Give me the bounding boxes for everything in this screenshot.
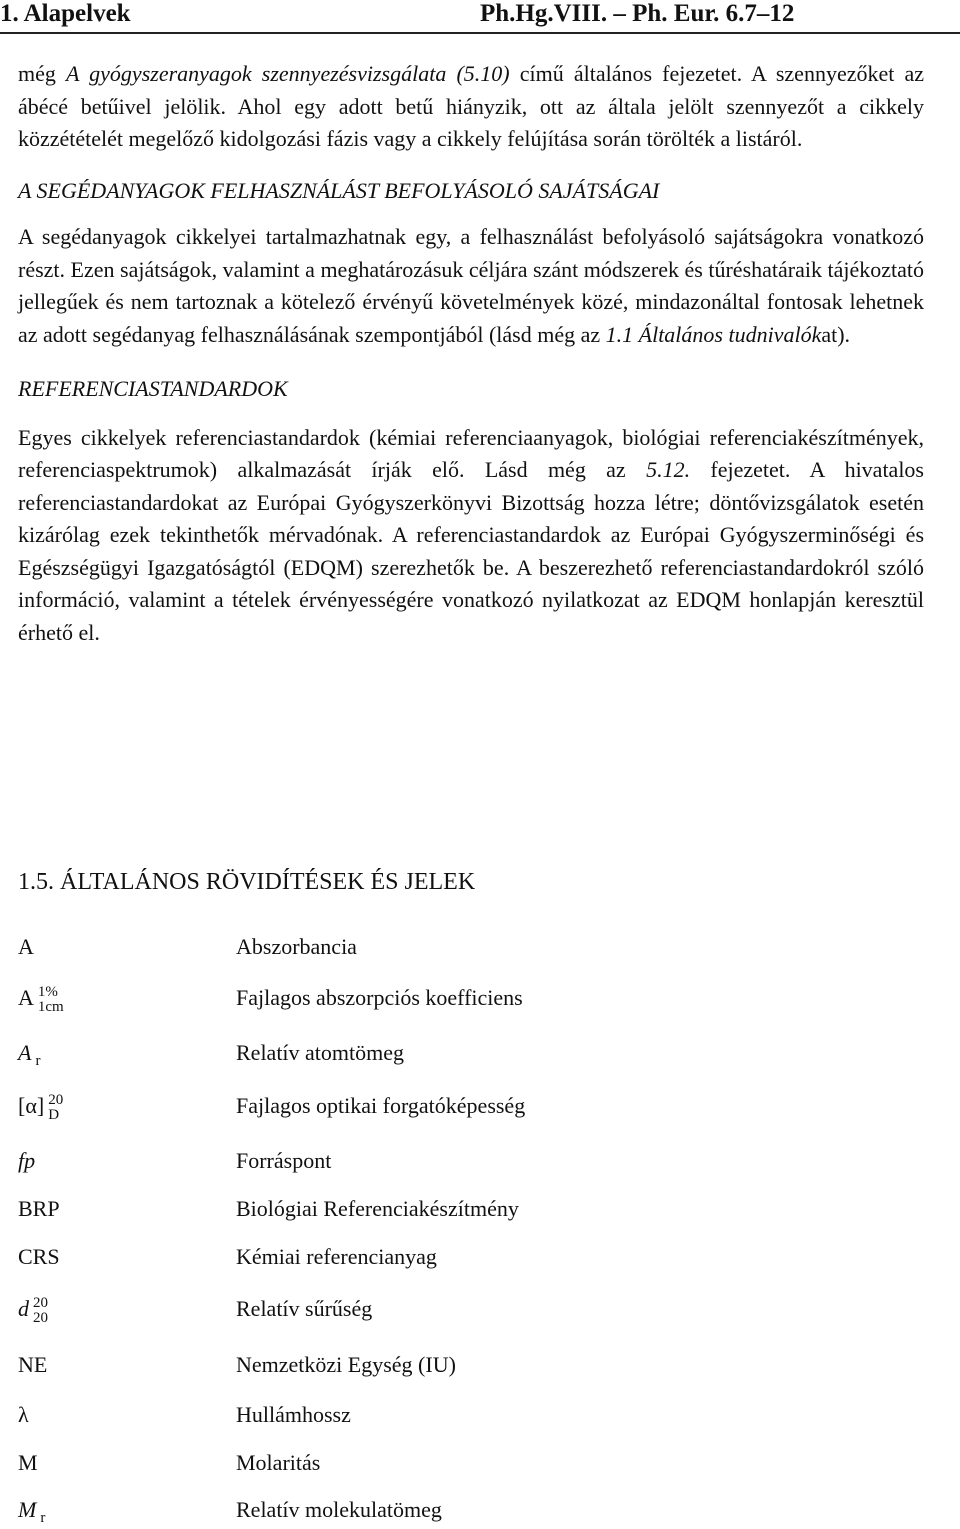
abbreviations-title: 1.5. ÁLTALÁNOS RÖVIDÍTÉSEK ÉS JELEK	[18, 869, 476, 895]
abbreviation-description: Fajlagos abszorpciós koefficiens	[236, 985, 523, 1010]
abbreviation-symbol	[18, 1296, 48, 1326]
page-header	[0, 0, 960, 36]
symbol-subscript: D	[48, 1107, 60, 1123]
abbreviation-description: Molaritás	[236, 1450, 321, 1475]
header-rule	[0, 32, 960, 34]
chapter-label: 1. Alapelvek	[0, 0, 131, 27]
abbreviation-symbol	[18, 1244, 60, 1270]
symbol-base: fp	[18, 1148, 36, 1173]
excipients-paragraph	[18, 221, 924, 351]
symbol-scripts	[35, 1054, 40, 1069]
abbreviation-symbol	[18, 1450, 38, 1476]
symbol-scripts	[40, 1511, 45, 1526]
abbreviation-description: Kémiai referencianyag	[236, 1244, 437, 1269]
excipients-heading: A SEGÉDANYAGOK FELHASZNÁLÁST BEFOLYÁSOLÓ SAJÁTSÁGAI	[18, 177, 660, 203]
symbol-base: NE	[18, 1352, 48, 1377]
symbol-base: A	[18, 934, 34, 959]
abbreviation-description: Biológiai Referenciakészítmény	[236, 1196, 519, 1221]
abbreviation-symbol	[18, 1402, 29, 1428]
intro-text-start: még	[18, 61, 66, 86]
symbol-superscript: 20	[48, 1092, 64, 1108]
symbol-scripts	[33, 1296, 48, 1326]
abbreviation-symbol	[18, 1093, 63, 1123]
abbreviation-description: Forráspont	[236, 1148, 332, 1173]
abbreviation-description: Relatív atomtömeg	[236, 1040, 405, 1065]
excipients-text-start: A segédanyagok cikkelyei tartalmazhatnak egy, a felhasználást befolyásoló sajátságokra vonatkozó részt. Ezen sajátságok, valamint a meghatározásuk céljára szánt módszerek és tűréshatáraik tájékoztató jellegűek és nem tartoznak a kötelező érvényű követelmények közé, mindazonáltal fontosak lehetnek az adott segédanyag felhasználásának szempontjából (lásd még az	[18, 224, 924, 347]
symbol-base: d	[18, 1296, 29, 1322]
intro-chapter-reference: A gyógyszeranyagok szennyezésvizsgálata (5.10)	[66, 61, 510, 86]
symbol-base: M	[18, 1450, 38, 1475]
symbol-subscript: 1cm	[37, 999, 64, 1015]
abbreviation-symbol	[18, 1497, 45, 1526]
abbreviation-symbol	[18, 985, 64, 1015]
page-body	[18, 58, 924, 649]
symbol-base: λ	[18, 1402, 29, 1427]
reference-text-start: Egyes cikkelyek referenciastandardok (kémiai referenciaanyagok, biológiai referenciakészítmények, referenciaspektrumok) alkalmazását írják elő. Lásd még az	[18, 424, 924, 482]
general-notices-reference: 1.1 Általános tudnivalók	[605, 321, 822, 347]
symbol-base: M	[18, 1497, 37, 1522]
symbol-superscript: 1%	[37, 984, 58, 1000]
intro-paragraph	[18, 58, 924, 156]
abbreviation-symbol	[18, 1148, 35, 1174]
symbol-base: A	[18, 1040, 32, 1065]
symbol-subscript: r	[35, 1053, 41, 1070]
abbreviation-symbol	[18, 934, 34, 960]
symbol-superscript: 20	[33, 1295, 48, 1311]
abbreviation-symbol	[18, 1040, 40, 1069]
abbreviation-symbol	[18, 1196, 60, 1222]
reference-standards-heading: REFERENCIASTANDARDOK	[18, 376, 288, 401]
symbol-base: [α]	[18, 1093, 45, 1119]
pharmacopoeia-label: Ph.Hg.VIII. – Ph. Eur. 6.7–12	[480, 0, 795, 27]
abbreviation-description: Abszorbancia	[236, 934, 357, 959]
abbreviation-symbol	[18, 1352, 47, 1378]
abbreviation-description: Nemzetközi Egység (IU)	[236, 1352, 456, 1377]
abbreviation-description: Relatív molekulatömeg	[236, 1497, 442, 1522]
symbol-base: BRP	[18, 1196, 60, 1221]
symbol-base: A	[18, 985, 34, 1011]
symbol-subscript: r	[40, 1510, 46, 1527]
reference-text-end: fejezetet. A hivatalos referenciastandardokat az Európai Gyógyszerkönyvi Bizottság hozza létre; döntővizsgálatok esetén kizárólag ezek tekinthetők mérvadónak. A referenciastandardok az Európai Gyógyszerminőségi és Egészségügyi Igazgatóságtól (EDQM) szerezhetők be. A beszerezhető referenciastandardokról szóló információ, valamint a tételek érvényességére vonatkozó nyilatkozat az EDQM honlapján keresztül érhető el.	[18, 457, 924, 645]
symbol-subscript: 20	[33, 1310, 48, 1326]
abbreviation-description: Hullámhossz	[236, 1402, 351, 1427]
symbol-scripts	[38, 985, 64, 1015]
abbreviation-description: Relatív sűrűség	[236, 1296, 373, 1321]
chapter-5-12-reference: 5.12.	[646, 457, 691, 482]
symbol-base: CRS	[18, 1244, 60, 1269]
symbol-scripts	[48, 1093, 63, 1123]
excipients-text-end: at).	[821, 321, 851, 347]
intro-text-end: című általános fejezetet. A szennyezőket az ábécé betűivel jelölik. Ahol egy adott betű hiányzik, ott az általa jelölt szennyezőt a cikkely közzétételét megelőző kidolgozási fázis vagy a cikkely felújítása során törölték a listáról.	[18, 61, 924, 151]
abbreviation-description: Fajlagos optikai forgatóképesség	[236, 1093, 526, 1118]
reference-standards-paragraph	[18, 422, 924, 650]
